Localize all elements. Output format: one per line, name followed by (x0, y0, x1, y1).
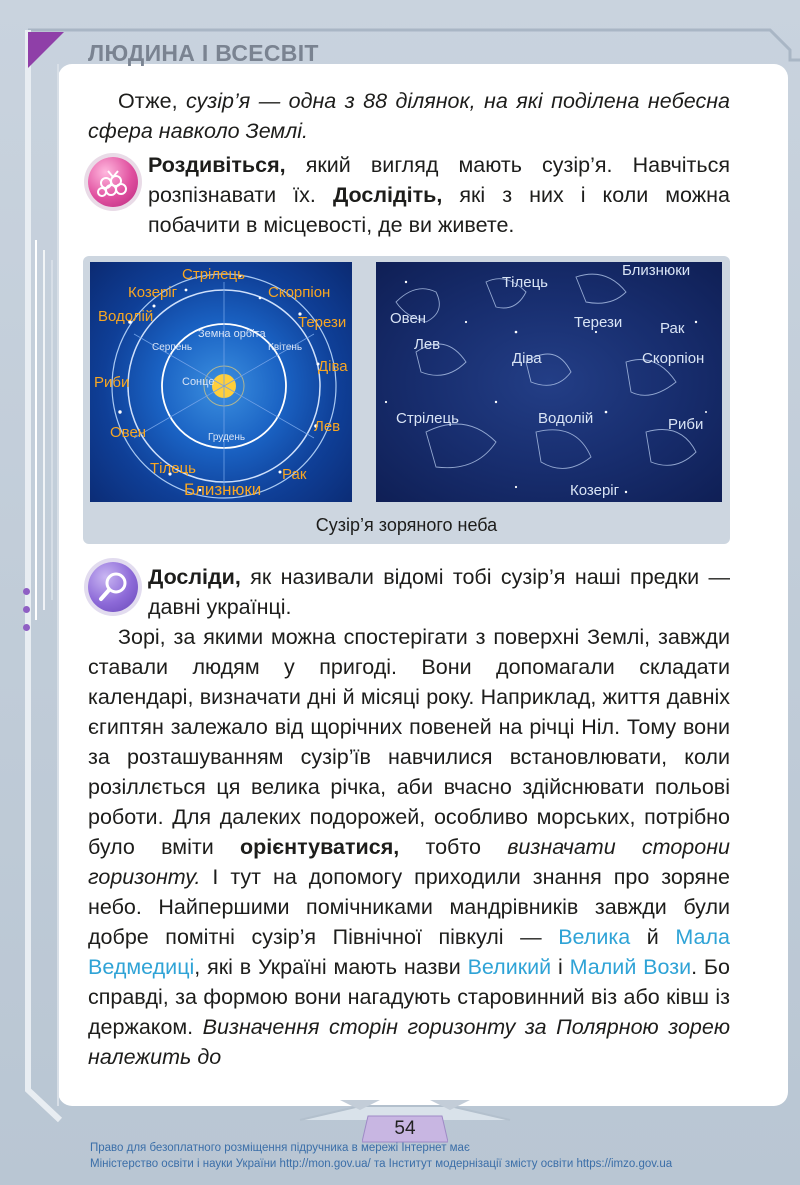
link-velykyi[interactable]: Великий (467, 955, 552, 979)
right-label-blyznyuky: Близнюки (622, 262, 691, 279)
zodiac-orbit-image (90, 262, 352, 502)
body-text-4: й (630, 925, 676, 949)
footer-license-line2: Міністерство освіти і науки України http://mon.gov.ua/ та Інститут модернізації змісту освіти https://imzo.gov.ua (90, 1158, 673, 1170)
magnifier-icon (88, 562, 138, 612)
right-label-terezy: Терези (574, 314, 623, 331)
left-label-skorpion: Скорпіон (268, 284, 331, 301)
task2-text: як називали відомі тобі сузір’я наші предки — давні українці. (148, 565, 730, 619)
page-number: 54 (394, 1118, 416, 1139)
left-label-ryby: Риби (94, 374, 130, 391)
link-velyka[interactable]: Велика (558, 925, 631, 949)
link-mala-vedmedytsi[interactable]: Мала Ведмедиці (88, 925, 730, 979)
side-dot (23, 624, 30, 631)
constellation-figures (376, 262, 722, 502)
constellations-image (376, 262, 722, 502)
left-label-kozerig: Козеріг (128, 284, 178, 301)
body-text-2: тобто (399, 835, 508, 859)
right-label-ryby: Риби (668, 416, 704, 433)
left-month-gruden: Грудень (208, 432, 246, 443)
footer-license-line1: Право для безоплатного розміщення підручника в мережі Інтернет має (90, 1142, 470, 1154)
corner-triangle-icon (28, 32, 64, 68)
left-label-tilets: Тілець (150, 460, 196, 477)
task2-paragraph (148, 562, 730, 622)
link-malyi-vozy[interactable]: Малий Вози (569, 955, 692, 979)
side-dot (23, 606, 30, 613)
left-label-blyznyuky: Близнюки (184, 480, 262, 499)
right-label-diva: Діва (512, 350, 542, 367)
body-text-7: . Бо справді, за формою вони нагадують старовинний віз або ківш із держаком. (88, 955, 731, 1039)
task1-bold1: Роздивіться, (148, 153, 286, 177)
left-month-serpen: Серпень (152, 342, 193, 353)
left-label-lev: Лев (314, 418, 341, 435)
rowan-berries-icon (88, 157, 138, 207)
task1-text2: які з них і коли можна побачити в місцевості, де ви живете. (148, 183, 730, 237)
right-label-vodoliy: Водолій (538, 410, 594, 427)
left-label-rak: Рак (282, 466, 307, 483)
intro-prefix: Отже, (118, 89, 187, 113)
left-label-diva: Діва (318, 358, 348, 375)
side-dot (23, 588, 30, 595)
body-bold-orient: орієнтуватися, (239, 835, 400, 859)
task1-bold2: Дослідіть, (332, 183, 443, 207)
right-label-rak: Рак (660, 320, 685, 337)
body-text-3: І тут на допомогу приходили знання про зоряне небо. Найпершими помічниками мандрівників завжди були добре помітні сузір’я Північної півкулі — (88, 865, 730, 949)
right-label-striletc: Стрілець (396, 410, 459, 427)
right-label-lev: Лев (414, 336, 441, 353)
intro-definition: сузір’я — одна з 88 ділянок, на які поділена небесна сфера навколо Землі. (88, 89, 730, 143)
left-month-kviten: Квітень (268, 342, 303, 353)
left-label-striletc: Стрілець (182, 266, 245, 283)
body-text-1: Зорі, за якими можна спостерігати з поверхні Землі, завжди ставали людям у пригоді. Вони допомагали складати календарі, визначати дні й місяці року. Наприклад, життя давніх єгиптян залежало від щорічних повеней на річці Ніл. Тому вони за розташуванням сузір’їв навчилися встановлювати, коли розіллється ця велика річка, аби вчасно здійснювати польові роботи. Для далеких подорожей, особливо морських, потрібно було вміти (88, 625, 730, 859)
left-label-terezy: Терези (298, 314, 347, 331)
left-label-vodoliy: Водолій (98, 308, 154, 325)
left-center-label: Сонце (182, 376, 215, 388)
left-label-oven: Овен (110, 424, 147, 441)
body-italic-horizon: визначати сторони горизонту. (88, 835, 731, 889)
body-italic-polar: Визначення сторін горизонту за Полярною зорею належить до (88, 1015, 730, 1069)
body-paragraph (88, 622, 730, 1072)
body-text-5: , які в Україні мають назви (194, 955, 468, 979)
right-label-skorpion: Скорпіон (642, 350, 705, 367)
figure-caption: Сузір’я зоряного неба (315, 515, 498, 535)
intro-paragraph (88, 86, 730, 146)
section-title: ЛЮДИНА І ВСЕСВІТ (88, 40, 319, 66)
right-label-oven: Овен (390, 310, 427, 327)
right-label-kozerig: Козеріг (570, 482, 620, 499)
task2-bold: Досліди, (148, 565, 241, 589)
right-label-tilets: Тілець (502, 274, 548, 291)
task1-paragraph (148, 150, 730, 240)
task1-text1: який вигляд мають сузір’я. Навчіться розпізнавати їх. (148, 153, 730, 207)
body-text-6: і (551, 955, 570, 979)
left-orbit-label: Земна орбіта (198, 328, 266, 340)
